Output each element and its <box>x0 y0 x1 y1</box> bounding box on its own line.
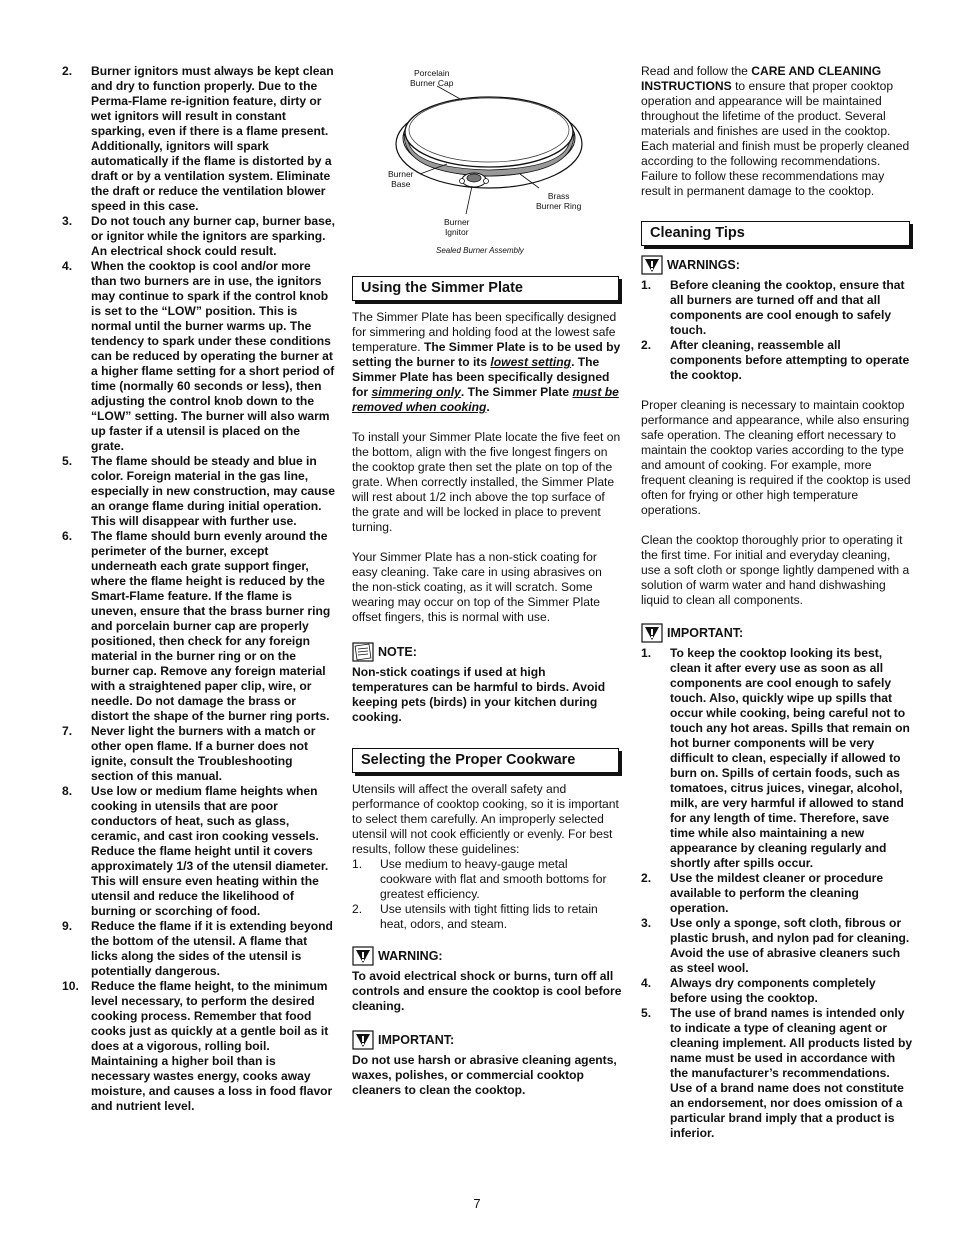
item-number: 7. <box>62 724 73 738</box>
diagram-caption: Sealed Burner Assembly <box>436 246 524 255</box>
warnings-header <box>641 255 913 275</box>
warning-label: WARNING: <box>378 949 443 963</box>
column-right <box>641 64 913 1141</box>
simmer-paragraph-1 <box>352 310 622 415</box>
text-span: lowest setting <box>490 355 572 369</box>
warning-text: To avoid electrical shock or burns, turn off all controls and ensure the cooktop is cool before cleaning. <box>352 969 622 1013</box>
item-number: 2. <box>641 871 652 885</box>
label-brass-burner-ring: Brass Burner Ring <box>536 191 582 211</box>
item-number: 2. <box>352 902 363 916</box>
text-span: must be removed when cooking <box>352 385 619 414</box>
text-span: . <box>486 400 490 414</box>
warning-icon <box>352 946 374 966</box>
text-span: Read and follow the <box>641 64 752 78</box>
list-item <box>641 646 913 871</box>
care-intro-paragraph <box>641 64 913 199</box>
item-number: 1. <box>641 646 652 660</box>
text-span: The Simmer Plate is to be used by setting the burner to its <box>352 340 621 369</box>
item-number: 5. <box>62 454 73 468</box>
cookware-guidelines-list <box>352 857 622 932</box>
item-text: To keep the cooktop looking its best, clean it after every use as soon as all components are cool enough to safely touch. Also, quickly wipe up spills that occur while cooking, being careful not to touch any hot areas. Spills that remain on hot burner components will be very difficult to clean, especially if allowed to burn on. Spills of certain foods, such as tomatoes, citrus juices, vinegar, alcohol, milk, are very harmful if allowed to stand for any length of time. Therefore, save time while also maintaining a new appearance by cleaning regularly and shortly after spills occur. <box>670 646 910 870</box>
item-number: 1. <box>641 278 652 292</box>
item-text: Use medium to heavy-gauge metal cookware with flat and smooth bottoms for greatest efficiency. <box>380 857 607 901</box>
cleaning-warnings-list <box>641 278 913 383</box>
item-number: 8. <box>62 784 73 798</box>
item-text: Burner ignitors must always be kept clean and dry to function properly. Due to the Perma-Flame re-ignition feature, dirty or wet ignitors will result in constant sparking, even if there is a flame present. Additionally, ignitors will spark automatically if the flame is distorted by a draft or by a ventilation system. Eliminate the draft or reduce the ventilation blower speed in this case. <box>91 64 334 213</box>
item-text: Use utensils with tight fitting lids to retain heat, odors, and steam. <box>380 902 598 931</box>
list-item <box>62 724 336 784</box>
column-middle <box>352 64 622 1098</box>
item-text: Use only a sponge, soft cloth, fibrous or plastic brush, and nylon pad for cleaning. Avoid the use of abrasive cleaners such as steel wool. <box>670 916 910 975</box>
list-item <box>641 871 913 916</box>
warning-icon <box>641 255 663 275</box>
list-item <box>62 259 336 454</box>
item-number: 6. <box>62 529 73 543</box>
text-span: simmering only <box>371 385 461 399</box>
section-heading-simmer-plate: Using the Simmer Plate <box>352 276 619 301</box>
item-number: 9. <box>62 919 73 933</box>
list-item <box>641 1006 913 1141</box>
label-burner-base: Burner Base <box>388 169 414 189</box>
list-item <box>62 454 336 529</box>
cleaning-paragraph-1: Proper cleaning is necessary to maintain cooktop performance and appearance, while also ensuring safe operation. The cleaning effort necessary to maintain the cooktop varies according to the type and amount of cooking. For example, more frequent cleaning is required if the cooktop is used often for frying or other high temperature operations. <box>641 398 911 517</box>
list-item <box>62 529 336 724</box>
item-text: After cleaning, reassemble all components before attempting to operate the cooktop. <box>670 338 910 382</box>
warning-icon <box>352 1030 374 1050</box>
item-number: 5. <box>641 1006 652 1020</box>
text-span: . The Simmer Plate <box>460 385 573 399</box>
item-text: Before cleaning the cooktop, ensure that all burners are turned off and that all components are cool enough to safely touch. <box>670 278 905 337</box>
note-icon <box>352 642 374 662</box>
item-number: 10. <box>62 979 79 993</box>
section-heading-cookware: Selecting the Proper Cookware <box>352 748 619 773</box>
list-item <box>352 857 622 902</box>
item-number: 3. <box>62 214 73 228</box>
warnings-label: WARNINGS: <box>667 258 740 272</box>
text-span: The Simmer Plate has been specifically designed for simmering and holding food at the lowest safe temperature. <box>352 310 617 354</box>
important-header <box>641 623 913 643</box>
text-span: . The Simmer Plate has been specifically designed for <box>352 355 610 399</box>
important-text: Do not use harsh or abrasive cleaning agents, waxes, polishes, or commercial cooktop cleaners to clean the cooktop. <box>352 1053 617 1097</box>
important-header <box>352 1030 622 1050</box>
list-item <box>641 338 913 383</box>
item-text: Use low or medium flame heights when cooking in utensils that are poor conductors of heat, such as glass, ceramic, and cast iron cooking vessels. Reduce the flame height until it covers approximately 1/3 of the utensil diameter. This will ensure even heating within the utensil and reduce the likelihood of burning or scorching of food. <box>91 784 329 918</box>
item-number: 2. <box>62 64 73 78</box>
column-left <box>62 64 336 1114</box>
item-text: Reduce the flame if it is extending beyond the bottom of the utensil. A flame that licks along the sides of the utensil is potentially dangerous. <box>91 919 333 978</box>
item-number: 1. <box>352 857 363 871</box>
simmer-paragraph-2: To install your Simmer Plate locate the five feet on the bottom, align with the five longest fingers on the cooktop grate then set the plate on top of the grate. When correctly installed, the Simmer Plate will rest about 1/2 inch above the top surface of the grate and will be locked in place to prevent turning. <box>352 430 621 534</box>
page-number: 7 <box>473 1196 481 1211</box>
label-burner-ignitor: Burner Ignitor <box>444 217 470 237</box>
cleaning-paragraph-2: Clean the cooktop thoroughly prior to operating it the first time. For initial and everyday cleaning, use a soft cloth or sponge lightly dampened with a solution of warm water and hand dishwashing liquid to clean all components. <box>641 533 910 607</box>
item-text: When the cooktop is cool and/or more than two burners are in use, the ignitors may continue to spark if the control knob is set to the “LOW” position. This is normal until the burner warms up. The tendency to spark under these conditions can be reduced by operating the burner at a higher flame setting for a short period of time (normally 60 seconds or less), then adjusting the control knob down to the “LOW” setting. The burner will also warm up faster if a utensil is placed on the grate. <box>91 259 335 453</box>
burner-diagram <box>352 64 622 274</box>
list-item <box>62 784 336 919</box>
list-item <box>641 278 913 338</box>
item-text: Use the mildest cleaner or procedure available to perform the cleaning operation. <box>670 871 884 915</box>
list-item <box>352 902 622 932</box>
burner-tips-list <box>62 64 336 1114</box>
list-item <box>641 916 913 976</box>
item-text: Never light the burners with a match or other open flame. If a burner does not ignite, consult the Troubleshooting section of this manual. <box>91 724 316 783</box>
item-number: 2. <box>641 338 652 352</box>
simmer-paragraph-3: Your Simmer Plate has a non-stick coating for easy cleaning. Take care in using abrasives on the non-stick coating, as it will scratch. Some wearing may occur on top of the Simmer Plate offset fingers, this is normal with use. <box>352 550 602 624</box>
item-text: The flame should be steady and blue in color. Foreign material in the gas line, especially in new construction, may cause an orange flame during initial operation. This will disappear with further use. <box>91 454 335 528</box>
list-item <box>641 976 913 1006</box>
important-label: IMPORTANT: <box>667 626 744 640</box>
text-span: CARE AND CLEANING INSTRUCTIONS <box>641 64 882 93</box>
item-text: The use of brand names is intended only to indicate a type of cleaning agent or cleaning implement. All products listed by name must be used in accordance with the manufacturer’s recommendations. Use of a brand name does not constitute an endorsement, nor does omission of a particular brand imply that a product is inferior. <box>670 1006 913 1140</box>
note-label: NOTE: <box>378 645 417 659</box>
list-item <box>62 64 336 214</box>
section-heading-cleaning-tips: Cleaning Tips <box>641 221 910 246</box>
warning-header <box>352 946 622 966</box>
sealed-burner-illustration <box>352 64 622 254</box>
list-item <box>62 979 336 1114</box>
text-span: to ensure that proper cooktop operation and appearance will be maintained throughout the lifetime of the product. Several materials and finishes are used in the cooktop. Each material and finish must be properly cleaned according to the following recommendations. Failure to follow these recommendations may result in permanent damage to the cooktop. <box>641 79 910 198</box>
cookware-paragraph: Utensils will affect the overall safety and performance of cooktop cooking, so it is important to select them carefully. An improperly selected utensil will not cook efficiently or evenly. For best results, follow these guidelines: <box>352 782 619 856</box>
warning-icon <box>641 623 663 643</box>
item-text: Do not touch any burner cap, burner base, or ignitor while the ignitors are sparking. An electrical shock could result. <box>91 214 335 258</box>
important-label: IMPORTANT: <box>378 1033 455 1047</box>
item-text: The flame should burn evenly around the perimeter of the burner, except underneath each grate support finger, where the flame height is reduced by the Smart-Flame feature. If the flame is uneven, ensure that the brass burner ring and porcelain burner cap are properly positioned, then check for any foreign material in the burner ring or on the burner cap. Remove any foreign material with a straightened paper clip, wire, or needle. Do not damage the brass or distort the shape of the burner ring ports. <box>91 529 331 723</box>
note-header <box>352 642 622 662</box>
item-number: 4. <box>62 259 73 273</box>
item-number: 4. <box>641 976 652 990</box>
cleaning-important-list <box>641 646 913 1141</box>
note-text: Non-stick coatings if used at high temperatures can be harmful to birds. Avoid keeping pets (birds) in your kitchen during cooking. <box>352 665 606 724</box>
list-item <box>62 214 336 259</box>
item-text: Reduce the flame height, to the minimum level necessary, to perform the desired cooking process. Remember that food cooks just as quickly at a gentle boil as it does at a vigorous, rolling boil. Maintaining a higher boil than is necessary wastes energy, cooks away moisture, and causes a loss in food flavor and nutrient level. <box>91 979 333 1113</box>
item-text: Always dry components completely before using the cooktop. <box>670 976 876 1005</box>
label-porcelain-burner-cap: Porcelain Burner Cap <box>410 68 454 88</box>
list-item <box>62 919 336 979</box>
item-number: 3. <box>641 916 652 930</box>
